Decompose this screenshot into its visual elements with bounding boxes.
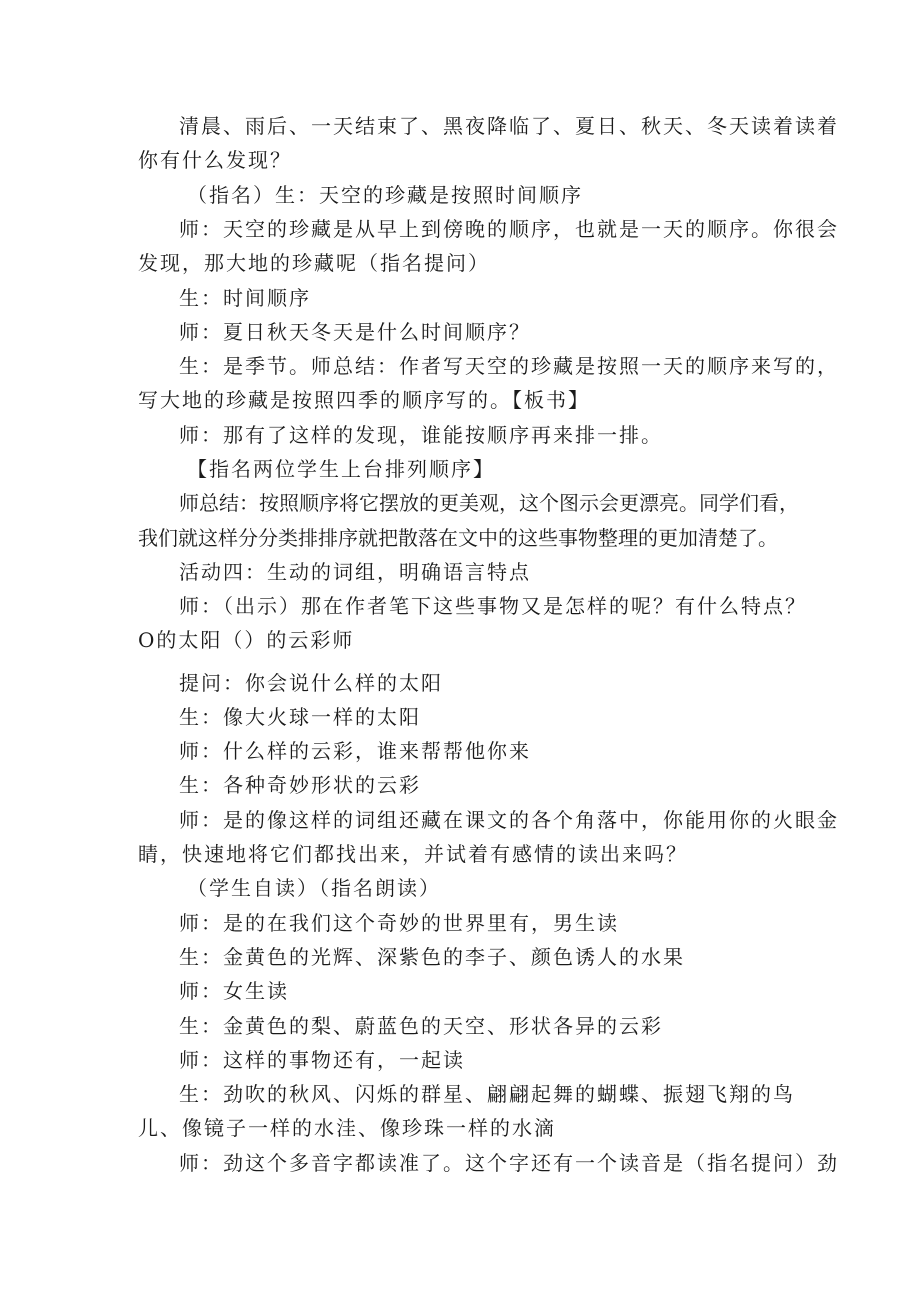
text-line: 生：劲吹的秋风、闪烁的群星、翩翩起舞的蝴蝶、振翅飞翔的鸟 [179, 1082, 795, 1106]
text-line: 活动四：生动的词组，明确语言特点 [179, 560, 531, 584]
text-line: 师：是的在我们这个奇妙的世界里有，男生读 [179, 911, 619, 935]
text-line: 师：什么样的云彩，谁来帮帮他你来 [179, 739, 531, 763]
text-line: 清晨、雨后、一天结束了、黑夜降临了、夏日、秋天、冬天读着读着 [179, 114, 839, 138]
text-line: 儿、像镜子一样的水洼、像珍珠一样的水滴 [138, 1116, 556, 1140]
text-line: 生：是季节。师总结：作者写天空的珍藏是按照一天的顺序来写的， [179, 354, 839, 378]
text-line: 师：夏日秋天冬天是什么时间顺序？ [179, 320, 531, 344]
text-line: 师总结：按照顺序将它摆放的更美观，这个图示会更漂亮。同学们看， [179, 491, 799, 515]
text-line: 【指名两位学生上台排列顺序】 [187, 457, 495, 481]
text-line: 师：女生读 [179, 979, 289, 1003]
text-line: 提问：你会说什么样的太阳 [179, 671, 443, 695]
text-line: 师：（出示）那在作者笔下这些事物又是怎样的呢？有什么特点？ [179, 594, 807, 618]
text-line: 师：是的像这样的词组还藏在课文的各个角落中，你能用你的火眼金 [179, 808, 839, 832]
text-line: 生：金黄色的光辉、深紫色的李子、颜色诱人的水果 [179, 945, 685, 969]
text-line: 写大地的珍藏是按照四季的顺序写的。【板书】 [138, 388, 590, 412]
text-line: （指名）生：天空的珍藏是按照时间顺序 [187, 183, 583, 207]
text-line: 生：各种奇妙形状的云彩 [179, 773, 421, 797]
text-line: 师：劲这个多音字都读准了。这个字还有一个读音是（指名提问）劲 [179, 1151, 839, 1175]
text-line: 我们就这样分分类排排序就把散落在文中的这些事物整理的更加清楚了。 [138, 526, 778, 550]
text-line: 生：时间顺序 [179, 286, 311, 310]
text-line: 你有什么发现？ [138, 148, 292, 172]
text-line: 师：天空的珍藏是从早上到傍晚的顺序，也就是一天的顺序。你很会 [179, 217, 839, 241]
text-line: 生：金黄色的梨、蔚蓝色的天空、形状各异的云彩 [179, 1014, 663, 1038]
text-line: （学生自读）（指名朗读） [187, 876, 441, 900]
text-line: 生：像大火球一样的太阳 [179, 705, 421, 729]
text-line: 师：这样的事物还有，一起读 [179, 1048, 465, 1072]
text-line: 发现，那大地的珍藏呢（指名提问） [138, 251, 490, 275]
text-line: O的太阳（）的云彩师 [138, 628, 355, 652]
text-line: 师：那有了这样的发现，谁能按顺序再来排一排。 [179, 423, 663, 447]
text-line: 睛，快速地将它们都找出来，并试着有感情的读出来吗？ [138, 842, 688, 866]
